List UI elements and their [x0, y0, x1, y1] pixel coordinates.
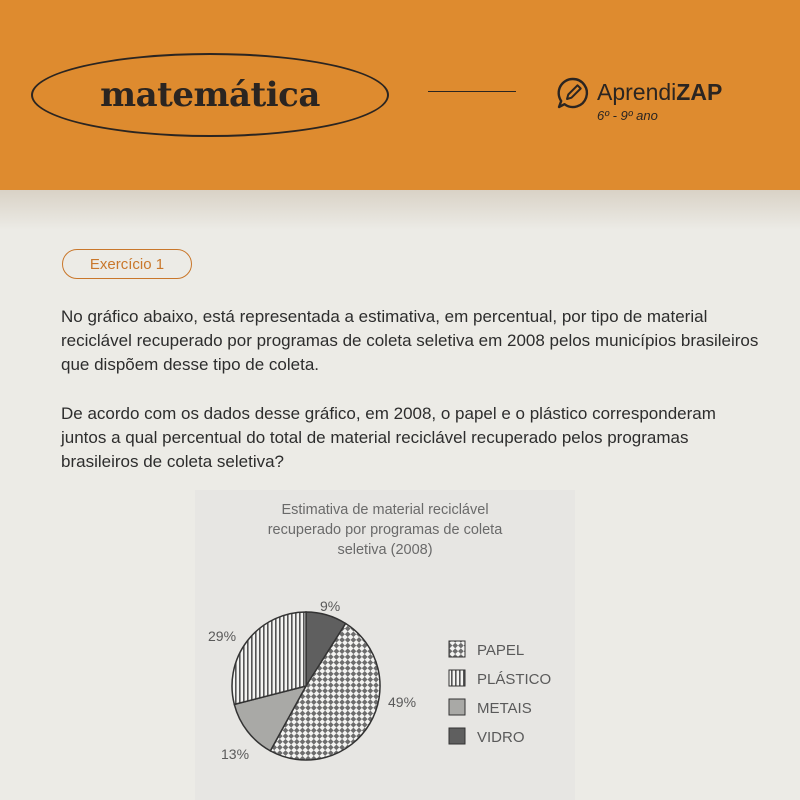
pie-label-plástico: 29%	[208, 628, 237, 644]
brand-logo	[597, 78, 722, 106]
legend-label-metais: METAIS	[477, 700, 532, 717]
exercise-badge: Exercício 1	[62, 249, 192, 279]
pie-label-metais: 13%	[221, 746, 250, 762]
grade-range: 6º - 9º ano	[597, 108, 658, 123]
exercise-context-text: No gráfico abaixo, está representada a estimativa, em percentual, por tipo de material reciclável recuperado por programas de coleta seletiva em 2008 pelos municípios brasileiros que dispõem desse tipo de coleta.	[61, 307, 759, 374]
header-shadow	[0, 190, 800, 230]
legend-swatch-vidro	[449, 728, 465, 744]
pie-chart	[195, 490, 575, 800]
legend-label-papel: PAPEL	[477, 642, 525, 659]
chart-figure	[195, 490, 575, 800]
brand-suffix: ZAP	[676, 79, 723, 105]
exercise-question-text: De acordo com os dados desse gráfico, em 2008, o papel e o plástico corresponderam juntos a qual percentual do total de material reciclável recuperado pelos programas brasileiros de coleta seletiva?	[61, 404, 716, 471]
subject-title: matemática	[100, 75, 320, 115]
legend-swatch-papel	[449, 641, 465, 657]
chart-title-line-2: recuperado por programas de coleta	[267, 522, 503, 538]
pie-label-vidro: 9%	[320, 598, 341, 614]
chart-title-line-3: seletiva (2008)	[337, 542, 433, 558]
pie-label-papel: 49%	[388, 694, 417, 710]
header-divider	[428, 91, 516, 92]
chart-title-line-1: Estimativa de material reciclável	[281, 502, 489, 518]
legend-swatch-plástico	[449, 670, 465, 686]
brand-prefix: Aprendi	[597, 79, 677, 105]
legend-label-plástico: PLÁSTICO	[477, 671, 552, 688]
legend-label-vidro: VIDRO	[477, 729, 525, 746]
pencil-chat-icon	[556, 76, 590, 110]
legend-swatch-metais	[449, 699, 465, 715]
